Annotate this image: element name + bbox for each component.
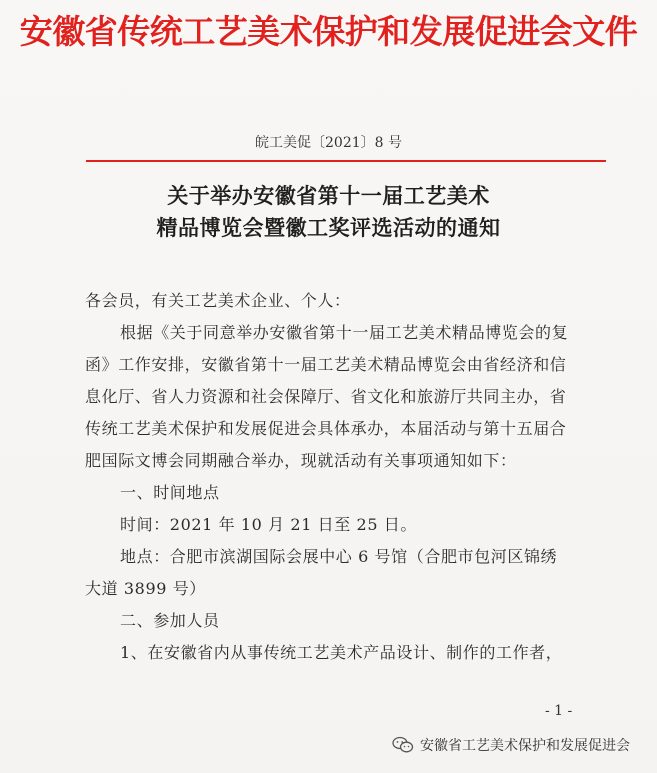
issuer-title: 安徽省传统工艺美术保护和发展促进会文件 xyxy=(19,12,638,51)
location-line-2: 大道 3899 号） xyxy=(85,579,206,598)
notice-title-line-2: 精品博览会暨徽工奖评选活动的通知 xyxy=(156,215,501,240)
document-number: 皖工美促〔2021〕8 号 xyxy=(255,135,402,151)
section-heading-participants: 二、参加人员 xyxy=(120,611,220,630)
item-1-line: 1、在安徽省内从事传统工艺美术产品设计、制作的工作者， xyxy=(120,643,563,662)
section-heading-time-location: 一、时间地点 xyxy=(120,483,220,502)
paragraph-line: 函》工作安排，安徽省第十一届工艺美术精品博览会由省经济和信 xyxy=(85,355,567,374)
location-line-1: 地点：合肥市滨湖国际会展中心 6 号馆（合肥市包河区锦绣 xyxy=(120,547,558,566)
paragraph-line: 传统工艺美术保护和发展促进会具体承办，本届活动与第十五届合 xyxy=(85,419,567,438)
account-watermark xyxy=(392,732,630,758)
red-divider-line xyxy=(86,160,606,162)
wechat-icon xyxy=(392,736,414,754)
page-number: - 1 - xyxy=(545,703,573,719)
paragraph-line: 肥国际文博会同期融合举办，现就活动有关事项通知如下： xyxy=(85,451,517,470)
paragraph-line: 根据《关于同意举办安徽省第十一届工艺美术精品博览会的复 xyxy=(120,323,569,342)
paragraph-line: 息化厅、省人力资源和社会保障厅、省文化和旅游厅共同主办，省 xyxy=(85,387,567,406)
watermark-text: 安徽省工艺美术保护和发展促进会 xyxy=(420,738,630,754)
time-line: 时间：2021 年 10 月 21 日至 25 日。 xyxy=(120,515,417,534)
salutation: 各会员，有关工艺美术企业、个人： xyxy=(85,291,351,310)
notice-title-line-1: 关于举办安徽省第十一届工艺美术 xyxy=(167,183,490,208)
